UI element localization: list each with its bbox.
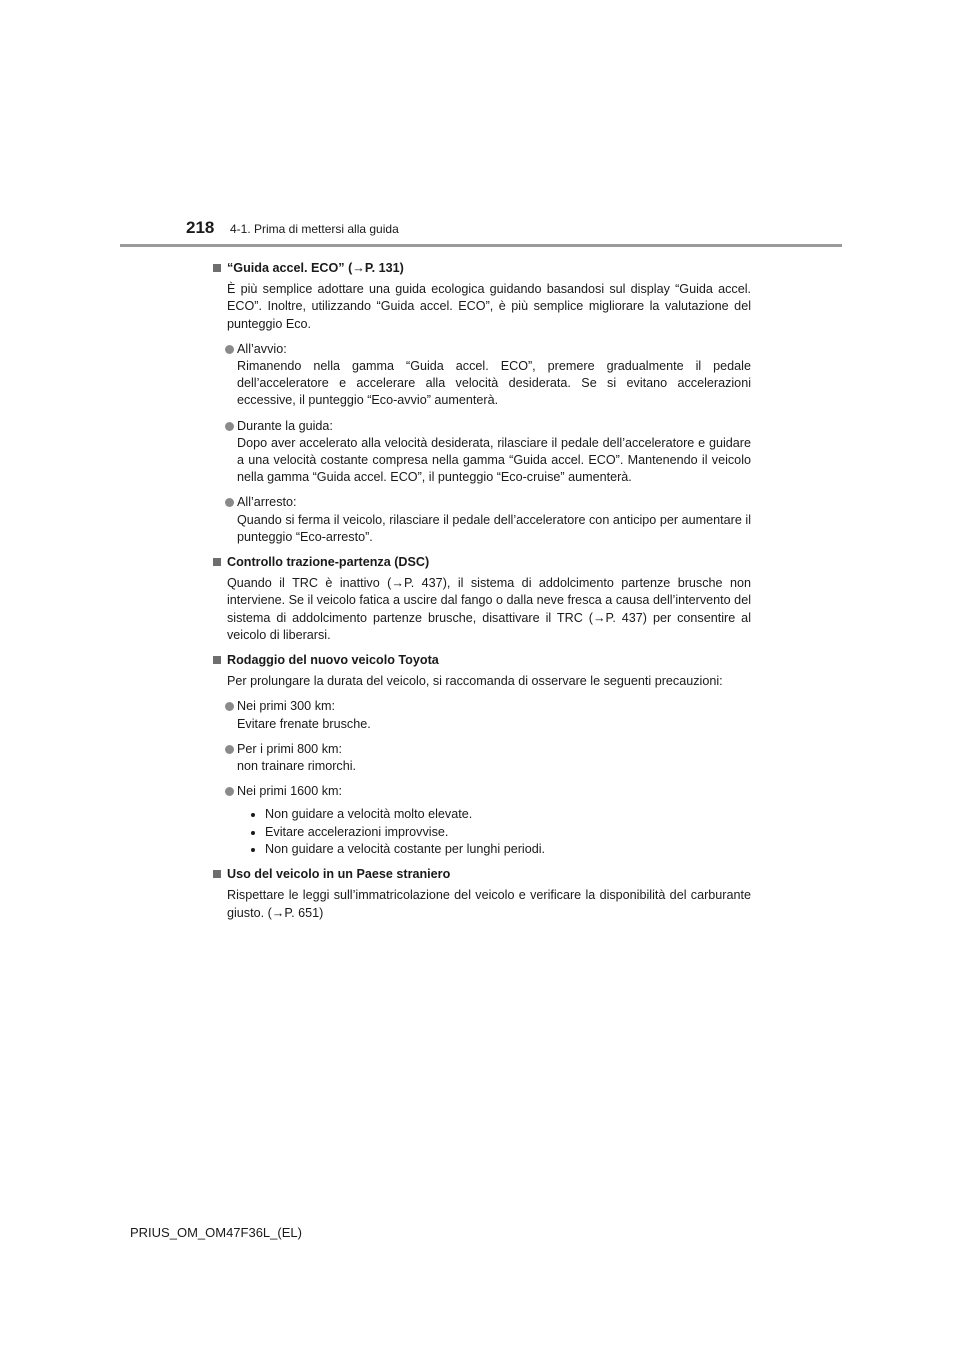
section-paese-straniero — [211, 866, 751, 922]
section-heading: Controllo trazione-partenza (DSC) — [211, 554, 751, 571]
list-item — [211, 783, 751, 800]
header-divider — [120, 244, 842, 247]
section-title: 4-1. Prima di mettersi alla guida — [230, 222, 399, 236]
dot-bullet-icon — [251, 848, 255, 852]
dot-bullet-icon — [251, 813, 255, 817]
list-item — [211, 418, 751, 487]
item-label: All’avvio: — [237, 341, 287, 356]
list-item — [211, 494, 751, 546]
document-code: PRIUS_OM_OM47F36L_(EL) — [130, 1225, 302, 1240]
section-heading: “Guida accel. ECO” (→P. 131) — [211, 260, 751, 277]
list-item — [211, 741, 751, 775]
item-text: Dopo aver accelerato alla velocità desiderata, rilasciare il pedale dell’acceleratore e guidare a una velocità costante compresa nella gamma “Guida accel. ECO”. Mantenendo il veicolo nella gamma “Guida accel. ECO”, il punteggio “Eco-cruise” aumenterà. — [237, 435, 751, 485]
list-item — [211, 698, 751, 732]
dot-bullet-icon — [251, 831, 255, 835]
sub-list — [211, 806, 751, 858]
section-heading: Rodaggio del nuovo veicolo Toyota — [211, 652, 751, 669]
section-guida-accel-eco — [211, 260, 751, 546]
item-text: non trainare rimorchi. — [237, 759, 356, 774]
round-bullet-icon — [225, 422, 234, 431]
item-label: All’arresto: — [237, 495, 297, 510]
section-paragraph: Per prolungare la durata del veicolo, si raccomanda di osservare le seguenti precauzioni: — [227, 674, 723, 689]
item-label: Per i primi 800 km: — [237, 741, 342, 756]
section-paragraph: Rispettare le leggi sull’immatricolazione del veicolo e verificare la disponibilità del carburante giusto. (→P. 651) — [227, 888, 751, 920]
section-paragraph: È più semplice adottare una guida ecologica guidando basandosi sul display “Guida accel. ECO”. Inoltre, utilizzando “Guida accel. ECO”, è più semplice migliorare la valutazione del punteggio Eco. — [227, 282, 751, 331]
item-label: Nei primi 300 km: — [237, 699, 335, 714]
square-bullet-icon — [213, 870, 221, 878]
square-bullet-icon — [213, 558, 221, 566]
page-content — [211, 260, 751, 930]
item-label: Durante la guida: — [237, 418, 333, 433]
list-item — [211, 341, 751, 410]
square-bullet-icon — [213, 656, 221, 664]
round-bullet-icon — [225, 345, 234, 354]
section-controllo-trazione — [211, 554, 751, 644]
round-bullet-icon — [225, 702, 234, 711]
item-label: Nei primi 1600 km: — [237, 784, 342, 799]
round-bullet-icon — [225, 498, 234, 507]
round-bullet-icon — [225, 787, 234, 796]
sub-list-item: Non guidare a velocità molto elevate. — [251, 806, 751, 823]
square-bullet-icon — [213, 264, 221, 272]
page-number: 218 — [186, 218, 215, 237]
item-text: Quando si ferma il veicolo, rilasciare il pedale dell’acceleratore con anticipo per aumentare il punteggio “Eco-arresto”. — [237, 512, 751, 544]
section-heading: Uso del veicolo in un Paese straniero — [211, 866, 751, 883]
section-rodaggio — [211, 652, 751, 858]
round-bullet-icon — [225, 745, 234, 754]
item-text: Evitare frenate brusche. — [237, 716, 371, 731]
sub-list-item: Evitare accelerazioni improvvise. — [251, 824, 751, 841]
sub-list-item: Non guidare a velocità costante per lunghi periodi. — [251, 841, 751, 858]
section-paragraph: Quando il TRC è inattivo (→P. 437), il sistema di addolcimento partenze brusche non interviene. Se il veicolo fatica a uscire dal fango o dalla neve fresca a causa dell’intervento del sistema di addolcimento partenze brusche, disattivare il TRC (→P. 437) per consentire al veicolo di liberarsi. — [227, 576, 751, 642]
item-text: Rimanendo nella gamma “Guida accel. ECO”, premere gradualmente il pedale dell’acceleratore e accelerare alla velocità desiderata. Se si evitano accelerazioni eccessive, il punteggio “Eco-avvio” aumenterà. — [237, 359, 751, 408]
